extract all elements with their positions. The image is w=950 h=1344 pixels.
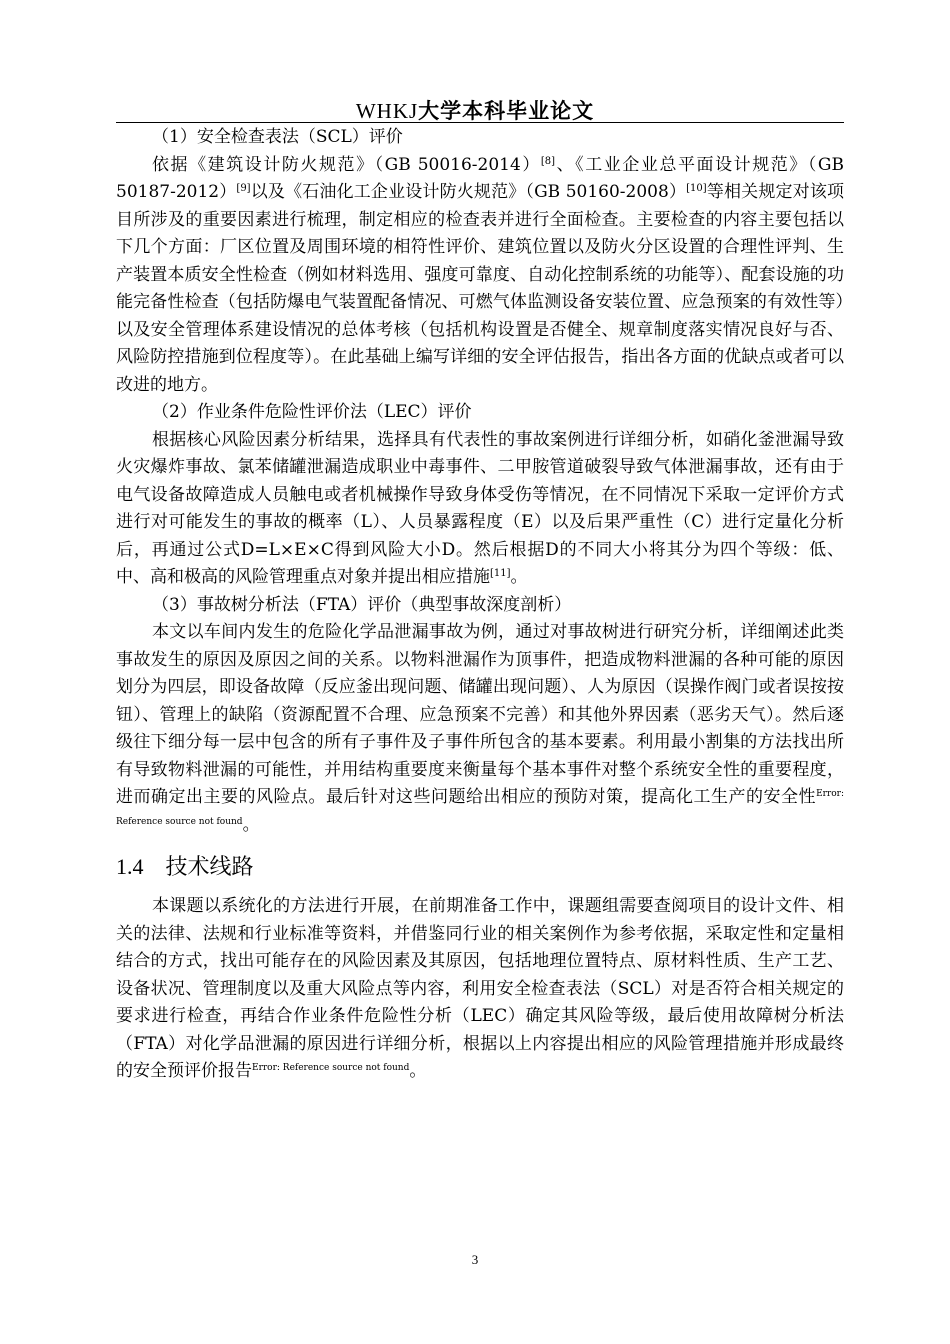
- page-header-title: [0, 95, 950, 125]
- lec-text: 根据核心风险因素分析结果，选择具有代表性的事故案例进行详细分析，如硝化釜泄漏导致火灾爆炸事故、氯苯储罐泄漏造成职业中毒事件、二甲胺管道破裂导致气体泄漏事故，还有由于电气设备故障造成人员触电或者机械操作导致身体受伤等情况，在不同情况下采取一定评价方式进行对可能发生的事故的概率（L）、人员暴露程度（E）以及后果严重性（C）进行定量化分析后，再通过公式D=L×E×C得到风险大小D。然后根据D的不同大小将其分为四个等级：低、中、高和极高的风险管理重点对象并提出相应措施: [116, 429, 844, 587]
- section-title: 技术线路: [165, 855, 254, 880]
- tech-route-end: 。: [409, 1061, 427, 1081]
- fta-end: 。: [242, 814, 260, 835]
- scl-text-c: 以及《石油化工企业设计防火规范》（GB 50160-2008）: [250, 182, 687, 202]
- tech-route-paragraph: [116, 893, 844, 1086]
- reference-error: Error: Reference source not found: [252, 1063, 410, 1073]
- scl-text-a: 依据《建筑设计防火规范》（GB 50016-2014）: [152, 154, 541, 175]
- reference-error: Error: Reference source not found: [116, 789, 844, 827]
- lec-end: 。: [510, 567, 528, 587]
- header-rule: [116, 122, 844, 123]
- citation-10: [10]: [686, 183, 707, 194]
- scl-text-b: 、《工业企业总平面设计规范》（GB 50187-2012）: [116, 154, 844, 202]
- scl-text-d: 等相关规定对该项目所涉及的重要因素进行梳理，制定相应的检查表并进行全面检查。主要检查的内容主要包括以下几个方面：厂区位置及周围环境的相符性评价、建筑位置以及防火分区设置的合理性评判、生产装置本质安全性检查（例如材料选用、强度可靠度、自动化控制系统的功能等）、配套设施的功能完备性检查（包括防爆电气装置配备情况、可燃气体监测设备安装位置、应急预案的有效性等）以及安全管理体系建设情况的总体考核（包括机构设置是否健全、规章制度落实情况良好与否、风险防控措施到位程度等）。在此基础上编写详细的安全评估报告，指出各方面的优缺点或者可以改进的地方。: [116, 182, 844, 395]
- header-title-cjk: 大学本科毕业论文: [418, 99, 595, 123]
- header-title-latin: WHKJ: [355, 99, 419, 123]
- fta-heading: （3）事故树分析法（FTA）评价（典型事故深度剖析）: [152, 594, 572, 615]
- section-number: 1.4: [116, 854, 144, 879]
- page-number: 3: [471, 1252, 479, 1267]
- citation-8: [8]: [540, 155, 556, 167]
- fta-text: 本文以车间内发生的危险化学品泄漏事故为例，通过对事故树进行研究分析，详细阐述此类事故发生的原因及原因之间的关系。以物料泄漏作为顶事件，把造成物料泄漏的各种可能的原因划分为四层，即设备故障（反应釜出现问题、储罐出现问题）、人为原因（误操作阀门或者误按按钮）、管理上的缺陷（资源配置不合理、应急预案不完善）和其他外界因素（恶劣天气）。然后逐级往下细分每一层中包含的所有子事件及子事件所包含的基本要素。利用最小割集的方法找出所有导致物料泄漏的可能性，并用结构重要度来衡量每个基本事件对整个系统安全性的重要程度，进而确定出主要的风险点。最后针对这些问题给出相应的预防对策，提高化工生产的安全性: [116, 622, 844, 807]
- page-body: [116, 124, 844, 1086]
- citation-9: [9]: [236, 183, 251, 194]
- fta-paragraph: [116, 619, 844, 839]
- citation-11: [11]: [490, 568, 511, 579]
- section-heading-1-4: [116, 851, 844, 883]
- scl-heading: （1）安全检查表法（SCL）评价: [152, 127, 403, 147]
- lec-paragraph: [116, 427, 844, 592]
- tech-route-text: 本课题以系统化的方法进行开展，在前期准备工作中，课题组需要查阅项目的设计文件、相关的法律、法规和行业标准等资料，并借鉴同行业的相关案例作为参考依据，采取定性和定量相结合的方式，找出可能存在的风险因素及其原因，包括地理位置特点、原材料性质、生产工艺、设备状况、管理制度以及重大风险点等内容，利用安全检查表法（SCL）对是否符合相关规定的要求进行检查，再结合作业条件危险性分析（LEC）确定其风险等级，最后使用故障树分析法（FTA）对化学品泄漏的原因进行详细分析，根据以上内容提出相应的风险管理措施并形成最终的安全预评价报告: [116, 896, 844, 1081]
- lec-heading: （2）作业条件危险性评价法（LEC）评价: [152, 402, 472, 422]
- scl-paragraph: [116, 152, 844, 400]
